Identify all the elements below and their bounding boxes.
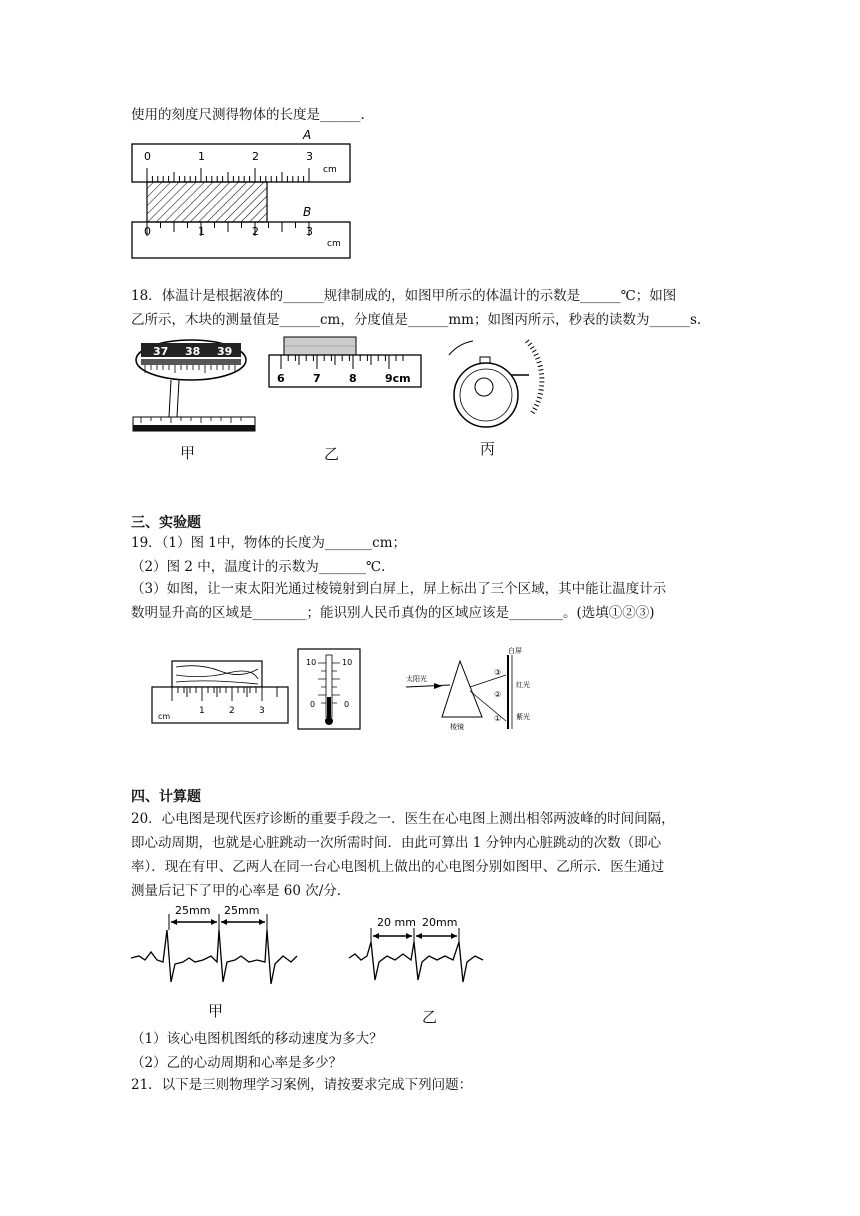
thermo19-mark-0-left: 0: [310, 700, 316, 709]
ruler-a-unit: cm: [323, 165, 337, 175]
ecg-yi: [349, 916, 483, 982]
ruler19-unit: cm: [158, 712, 171, 721]
q20-text-line3: 率）．现在有甲、乙两人在同一台心电图机上做出的心电图分别如图甲、乙所示．医生通过: [131, 859, 665, 875]
ruler-block-figure: [152, 661, 288, 723]
q19-text-line4: 数明显升高的区域是________；能识别人民币真伪的区域应该是________。(选填①②③): [131, 605, 655, 621]
label-bing-18: 丙: [480, 440, 496, 458]
thermo19-mark-0-right: 0: [344, 700, 350, 709]
ecg-jia: [131, 904, 297, 984]
ruler19-tick-3: 3: [259, 706, 265, 716]
ruler-a-label: A: [303, 128, 312, 142]
ruler18-tick-9cm: 9cm: [385, 372, 411, 385]
ruler-b-tick-0: 0: [144, 225, 151, 238]
thermo19-mark-10-right: 10: [342, 658, 353, 667]
ruler-a-tick-1: 1: [198, 150, 205, 163]
thermo-tick-37: 37: [153, 345, 169, 358]
q18-text-line1: 18．体温计是根据液体的______规律制成的，如图甲所示的体温计的示数是______℃；如图: [131, 288, 677, 304]
stopwatch-figure: [449, 341, 542, 427]
figure-20-ecg: [131, 900, 501, 1000]
q20-text-line2: 即心动周期，也就是心脏跳动一次所需时间．由此可算出 1 分钟内心脏跳动的次数（即心: [131, 835, 662, 851]
label-yi-18: 乙: [324, 445, 340, 463]
prism-label: 棱镜: [450, 723, 464, 731]
ruler19-tick-1: 1: [199, 706, 205, 716]
q20-sub1: （1）该心电图机图纸的移动速度为多大？: [131, 1031, 383, 1047]
figure-19: [150, 645, 550, 735]
ruler19-tick-2: 2: [229, 706, 235, 716]
q19-text-line1: 19．（1）图 1中，物体的长度为_______cm；: [131, 535, 407, 551]
q20-text-line1: 20．心电图是现代医疗诊断的重要手段之一．医生在心电图上测出相邻两波峰的时间间隔，: [131, 811, 675, 827]
q21-text: 21．以下是三则物理学习案例，请按要求完成下列问题：: [131, 1077, 473, 1093]
ruler-a-tick-3: 3: [306, 150, 313, 163]
thermo19-mark-10-left: 10: [306, 658, 317, 667]
region-1: ①: [494, 714, 502, 723]
ruler18-tick-8: 8: [349, 372, 357, 385]
ruler-a-tick-0: 0: [144, 150, 151, 163]
yi-mark-1: 20 mm: [377, 916, 416, 929]
ruler18-tick-6: 6: [277, 372, 285, 385]
ruler-b-unit: cm: [327, 239, 341, 249]
ruler-a-tick-2: 2: [252, 150, 259, 163]
ruler-b-tick-2: 2: [252, 225, 259, 238]
red-light-label: 红光: [516, 681, 530, 689]
ruler-b-label: B: [303, 205, 312, 219]
hatched-object: [147, 182, 267, 222]
label-jia-20: 甲: [208, 1002, 224, 1020]
jia-mark-1: 25mm: [175, 904, 211, 917]
figure-17-rulers: [131, 128, 353, 260]
thermo-tick-38: 38: [185, 345, 201, 358]
prism-figure: [406, 646, 530, 731]
clinical-thermometer-figure: [133, 340, 255, 431]
q19-text-line2: （2）图 2 中，温度计的示数为_______℃.: [131, 559, 386, 575]
section-3-title: 三、实验题: [131, 515, 201, 531]
ruler-b-tick-1: 1: [198, 225, 205, 238]
q17-text: 使用的刻度尺测得物体的长度是______.: [131, 107, 365, 123]
section-4-title: 四、计算题: [131, 789, 201, 805]
thermo-tick-39: 39: [217, 345, 233, 358]
ruler18-tick-7: 7: [313, 372, 321, 385]
screen-label: 白屏: [508, 647, 522, 655]
region-3: ③: [494, 668, 502, 677]
q19-text-line3: （3）如图，让一束太阳光通过棱镜射到白屏上，屏上标出了三个区域，其中能让温度计示: [131, 581, 667, 597]
label-jia-18: 甲: [180, 444, 196, 462]
q20-text-line4: 测量后记下了甲的心率是 60 次/分.: [131, 883, 342, 899]
block-ruler-figure: [269, 337, 421, 387]
violet-light-label: 紫光: [516, 713, 530, 721]
region-2: ②: [494, 690, 502, 699]
sunlight-label: 太阳光: [406, 675, 427, 683]
thermometer-figure: [298, 649, 360, 729]
jia-mark-2: 25mm: [224, 904, 260, 917]
q18-text-line2: 乙所示，木块的测量值是______cm，分度值是______mm；如图丙所示，秒表的读数为______s.: [131, 312, 702, 328]
q20-sub2: （2）乙的心动周期和心率是多少？: [131, 1055, 343, 1071]
label-yi-20: 乙: [422, 1008, 438, 1026]
ruler-b-tick-3: 3: [306, 225, 313, 238]
yi-mark-2: 20mm: [422, 916, 458, 929]
